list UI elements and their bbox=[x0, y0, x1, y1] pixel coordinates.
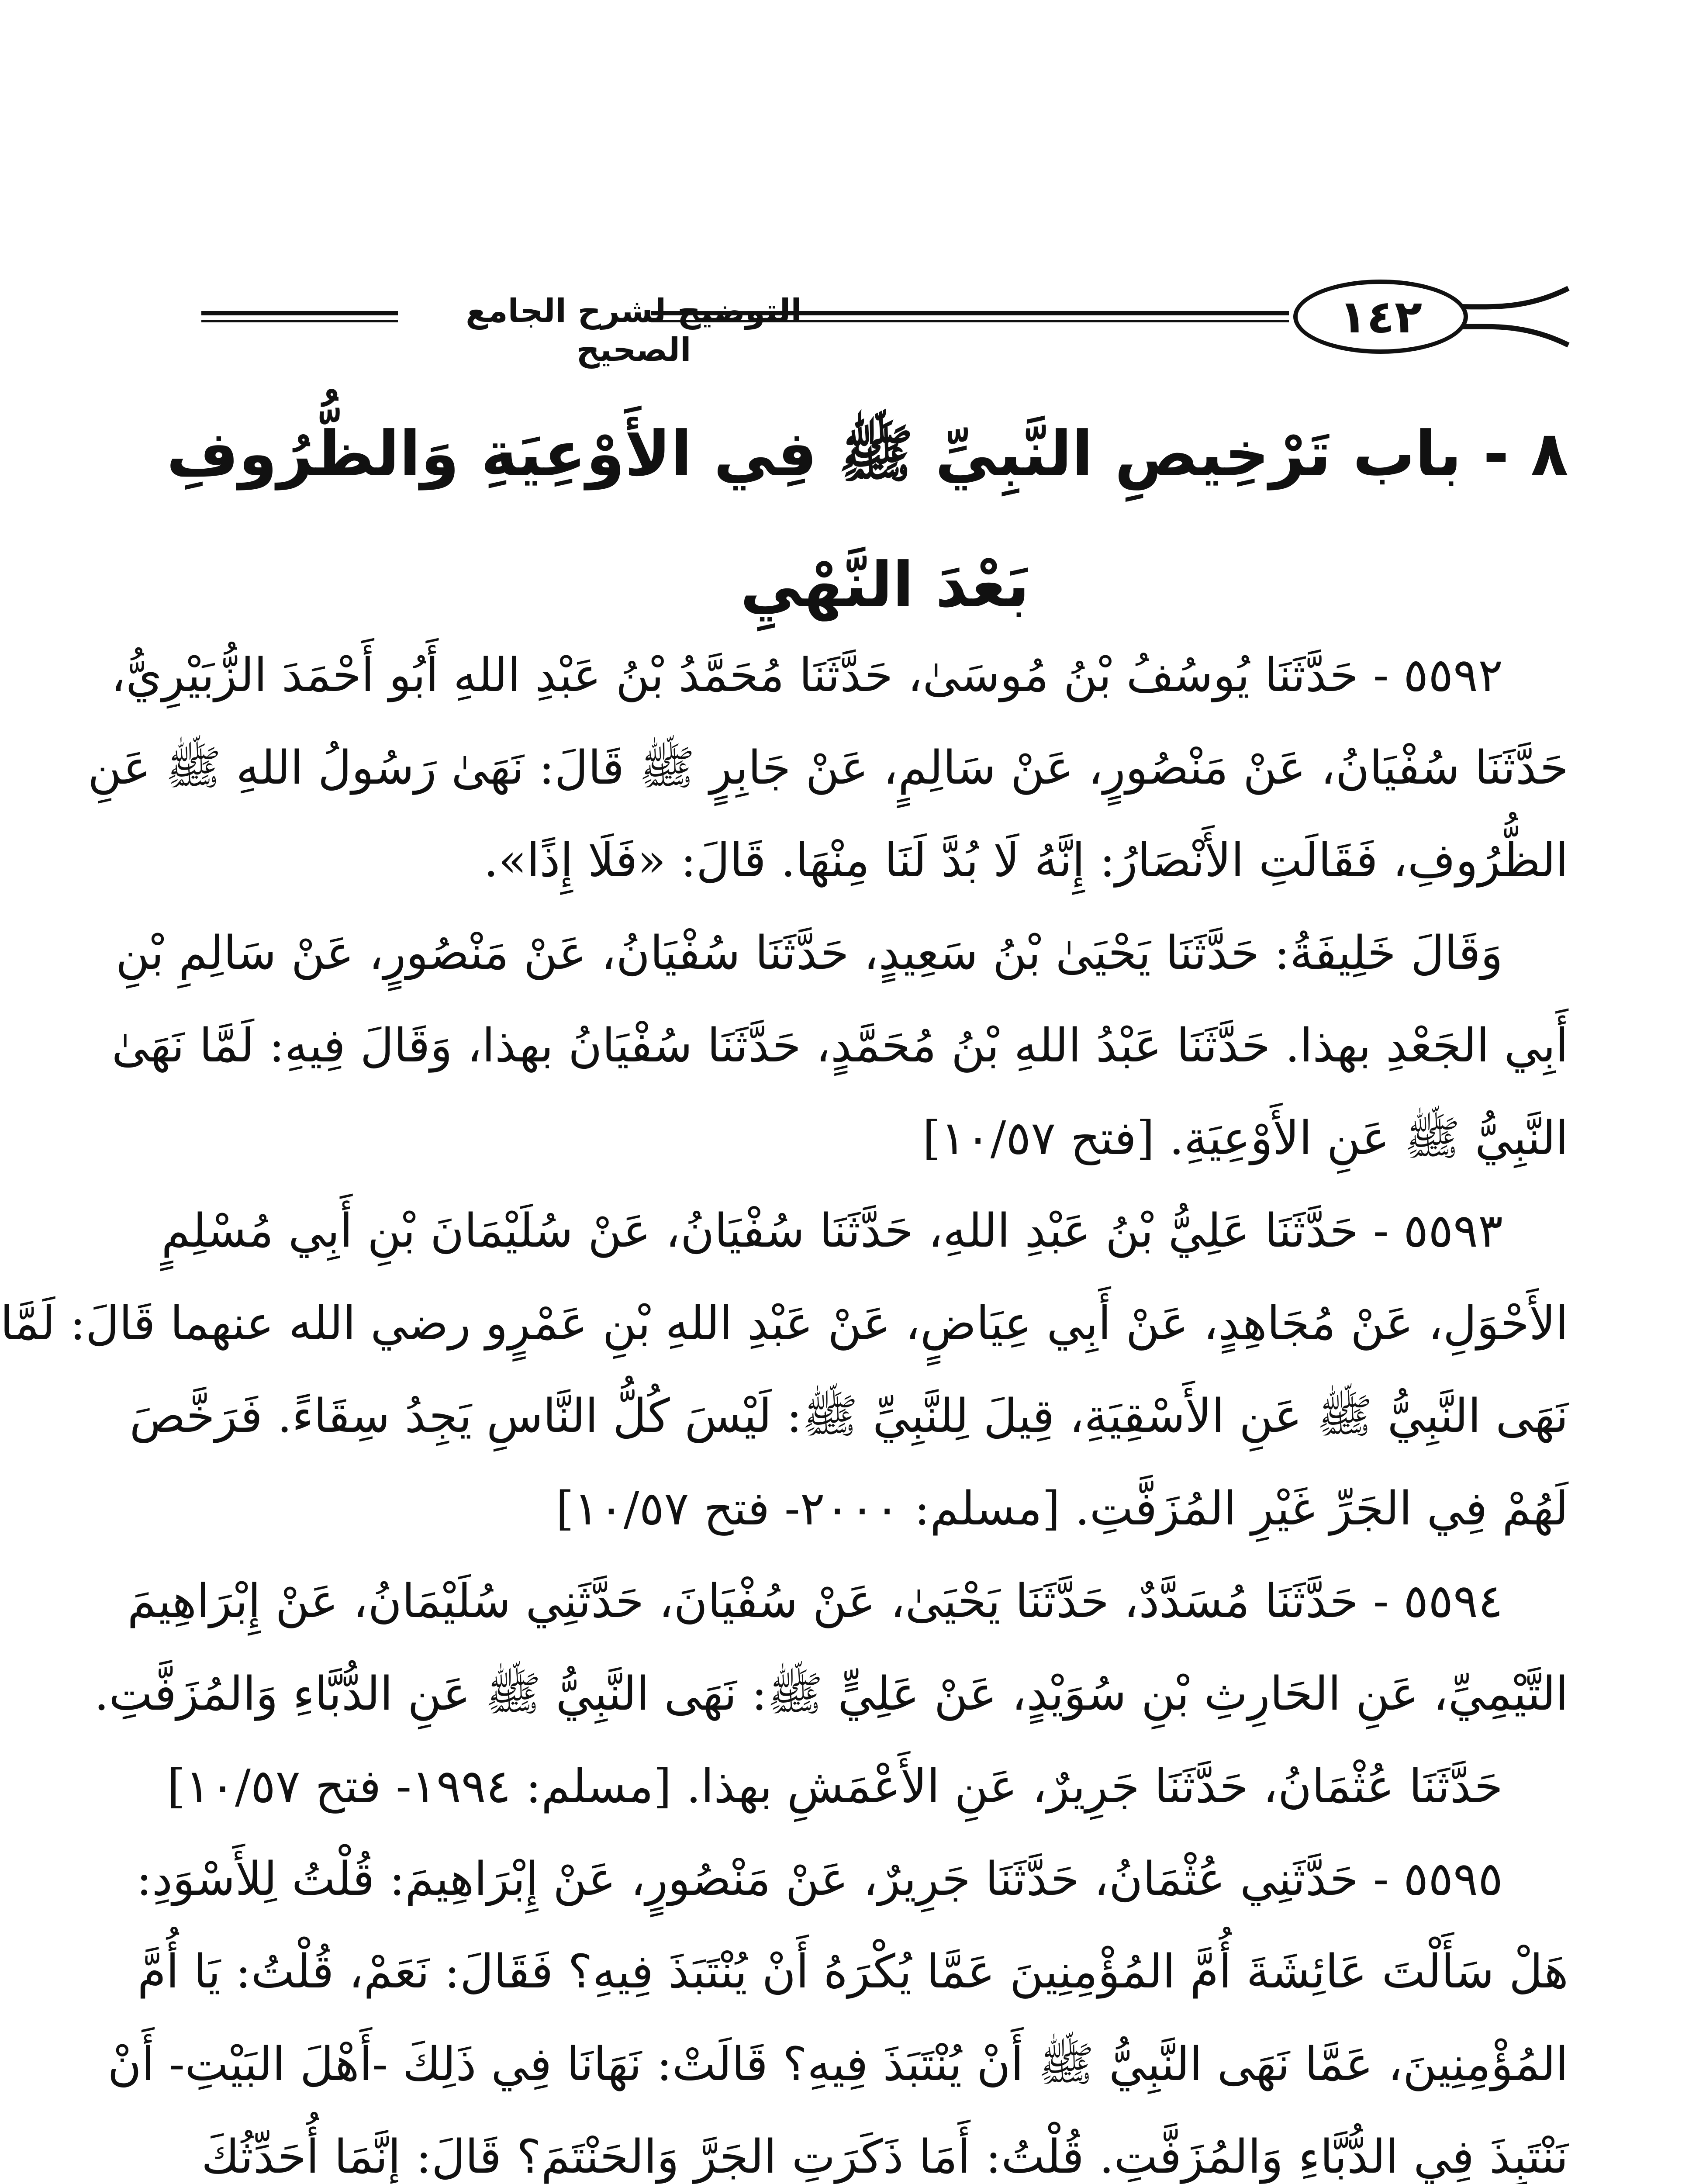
text-line: ٥٥٩٢ - حَدَّثَنَا يُوسُفُ بْنُ مُوسَىٰ، حَدَّثَنَا مُحَمَّدُ بْنُ عَبْدِ اللهِ أَبُو أَحْمَدَ الزُّبَيْرِيُّ، bbox=[111, 648, 1503, 702]
text-line: ٥٥٩٤ - حَدَّثَنَا مُسَدَّدٌ، حَدَّثَنَا يَحْيَىٰ، عَنْ سُفْيَانَ، حَدَّثَنِي سُلَيْمَانُ، عَنْ إِبْرَاهِيمَ bbox=[127, 1574, 1503, 1628]
page-number: ١٤٢ bbox=[1339, 290, 1423, 343]
text-line: ٥٥٩٣ - حَدَّثَنَا عَلِيُّ بْنُ عَبْدِ اللهِ، حَدَّثَنَا سُفْيَانُ، عَنْ سُلَيْمَانَ بْنِ أَبِي مُسْلِمٍ bbox=[161, 1204, 1503, 1258]
hadith-5595 bbox=[107, 1833, 1568, 2184]
text-line: المُؤْمِنِينَ، عَمَّا نَهَى النَّبِيُّ ﷺ أَنْ يُنْتَبَذَ فِيهِ؟ قَالَتْ: نَهَانَا فِي ذَلِكَ -أَهْلَ البَيْتِ- أَنْ bbox=[107, 2037, 1568, 2091]
text-line: وَقَالَ خَلِيفَةُ: حَدَّثَنَا يَحْيَىٰ بْنُ سَعِيدٍ، حَدَّثَنَا سُفْيَانُ، عَنْ مَنْصُورٍ، عَنْ سَالِمِ بْنِ bbox=[115, 926, 1503, 980]
text-line: نَهَى النَّبِيُّ ﷺ عَنِ الأَسْقِيَةِ، قِيلَ لِلنَّبِيِّ ﷺ: لَيْسَ كُلُّ النَّاسِ يَجِدُ سِقَاءً. فَرَخَّصَ bbox=[129, 1389, 1568, 1443]
text-line: النَّبِيُّ ﷺ عَنِ الأَوْعِيَةِ. [فتح ١٠/٥٧] bbox=[922, 1111, 1568, 1165]
text-line: حَدَّثَنَا عُثْمَانُ، حَدَّثَنَا جَرِيرٌ، عَنِ الأَعْمَشِ بهذا. [مسلم: ١٩٩٤- فتح ١٠/٥٧] bbox=[167, 1759, 1503, 1813]
text-line: لَهُمْ فِي الجَرِّ غَيْرِ المُزَفَّتِ. [مسلم: ٢٠٠٠- فتح ١٠/٥٧] bbox=[556, 1482, 1568, 1535]
text-line: حَدَّثَنَا سُفْيَانُ، عَنْ مَنْصُورٍ، عَنْ سَالِمٍ، عَنْ جَابِرٍ ﷺ قَالَ: نَهَىٰ رَسُولُ اللهِ ﷺ عَنِ bbox=[88, 741, 1568, 795]
header-rule-left bbox=[201, 311, 398, 322]
hadith-text-body bbox=[0, 629, 1568, 2184]
hadith-5592-continuation bbox=[111, 907, 1568, 1185]
text-line: هَلْ سَأَلْتَ عَائِشَةَ أُمَّ المُؤْمِنِينَ عَمَّا يُكْرَهُ أَنْ يُنْتَبَذَ فِيهِ؟ فَقَالَ: نَعَمْ، قُلْتُ: يَا أُمَّ bbox=[137, 1945, 1568, 1998]
text-line: أَبِي الجَعْدِ بهذا. حَدَّثَنَا عَبْدُ اللهِ بْنُ مُحَمَّدٍ، حَدَّثَنَا سُفْيَانُ بهذا، وَقَالَ فِيهِ: لَمَّا نَهَىٰ bbox=[111, 1019, 1568, 1072]
text-line: التَّيْمِيِّ، عَنِ الحَارِثِ بْنِ سُوَيْدٍ، عَنْ عَلِيٍّ ﷺ: نَهَى النَّبِيُّ ﷺ عَنِ الدُّبَّاءِ وَالمُزَفَّتِ. bbox=[94, 1667, 1568, 1721]
running-title: التوضيح لشرح الجامع الصحيح bbox=[466, 292, 802, 369]
text-line: نَنْتَبِذَ فِي الدُّبَّاءِ وَالمُزَفَّتِ. قُلْتُ: أَمَا ذَكَرَتِ الجَرَّ وَالحَنْتَمَ؟ قَالَ: إِنَّمَا أُحَدِّثُكَ bbox=[201, 2130, 1568, 2184]
chapter-heading bbox=[166, 389, 1568, 651]
page-number-badge bbox=[1293, 280, 1468, 354]
page-header bbox=[201, 262, 1568, 369]
text-line: ٥٥٩٥ - حَدَّثَنِي عُثْمَانُ، حَدَّثَنَا جَرِيرٌ، عَنْ مَنْصُورٍ، عَنْ إِبْرَاهِيمَ: قُلْتُ لِلأَسْوَدِ: bbox=[136, 1852, 1503, 1906]
hadith-5592 bbox=[88, 629, 1568, 907]
hadith-5594-continuation bbox=[167, 1740, 1568, 1833]
hadith-5593 bbox=[0, 1185, 1568, 1555]
hadith-5594 bbox=[94, 1555, 1568, 1740]
chapter-heading-line-2: بَعْدَ النَّهْيِ bbox=[740, 549, 1030, 621]
text-line: الظُّرُوفِ، فَقَالَتِ الأَنْصَارُ: إِنَّهُ لَا بُدَّ لَنَا مِنْهَا. قَالَ: «فَلَا إِذًا». bbox=[483, 833, 1568, 887]
chapter-heading-line-1: ٨ - باب تَرْخِيصِ النَّبِيِّ ﷺ فِي الأَوْعِيَةِ وَالظُّرُوفِ bbox=[166, 418, 1568, 490]
text-line: الأَحْوَلِ، عَنْ مُجَاهِدٍ، عَنْ أَبِي عِيَاضٍ، عَنْ عَبْدِ اللهِ بْنِ عَمْرٍو رضي الله عنهما قَالَ: لَمَّا bbox=[0, 1296, 1568, 1350]
